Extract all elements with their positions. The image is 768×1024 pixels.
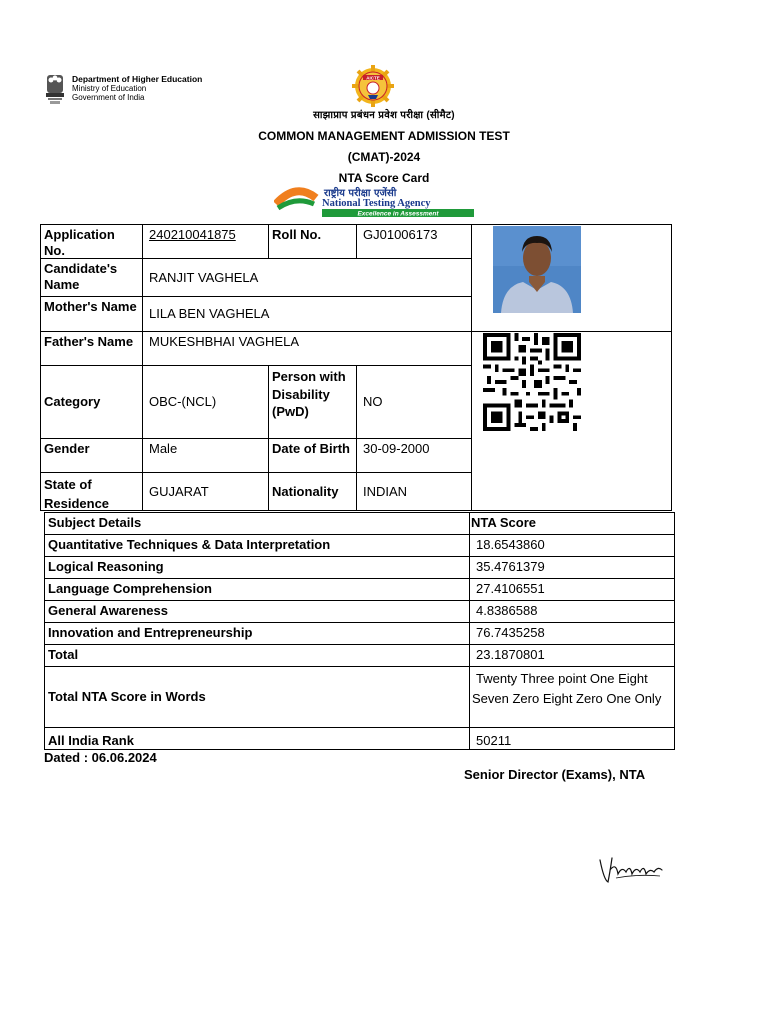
subject-row-2: Language Comprehension — [44, 578, 470, 601]
all-india-rank-label: All India Rank — [44, 727, 470, 750]
document-title: NTA Score Card — [338, 171, 430, 185]
mother-name-label: Mother's Name — [40, 296, 143, 332]
gender-value: Male — [142, 438, 269, 473]
qr-code-icon — [482, 333, 582, 431]
state-label: State of Residence — [40, 472, 143, 511]
signatory-title: Senior Director (Exams), NTA — [464, 767, 646, 782]
svg-text:राष्ट्रीय परीक्षा एजेंसी: राष्ट्रीय परीक्षा एजेंसी — [324, 188, 397, 199]
score-row-total: 23.1870801 — [469, 644, 675, 667]
roll-no-value: GJ01006173 — [356, 224, 472, 259]
score-row-1: 35.4761379 — [469, 556, 675, 579]
score-row-3: 4.8386588 — [469, 600, 675, 623]
subject-row-1: Logical Reasoning — [44, 556, 470, 579]
subject-header: Subject Details — [44, 512, 470, 535]
father-name-value: MUKESHBHAI VAGHELA — [142, 331, 472, 366]
score-words-value: Twenty Three point One Eight Seven Zero Eight Zero One Only — [469, 666, 675, 728]
score-row-4: 76.7435258 — [469, 622, 675, 645]
category-value: OBC-(NCL) — [142, 365, 269, 439]
pwd-label: Person with Disability (PwD) — [268, 365, 357, 439]
nationality-label: Nationality — [268, 472, 357, 511]
subject-row-3: General Awareness — [44, 600, 470, 623]
dob-label: Date of Birth — [268, 438, 357, 473]
gender-label: Gender — [40, 438, 143, 473]
father-name-label: Father's Name — [40, 331, 143, 366]
aicte-logo — [346, 65, 400, 107]
score-words-label: Total NTA Score in Words — [44, 666, 470, 728]
application-no-label: Application No. — [40, 224, 143, 259]
svg-text:AICTE: AICTE — [366, 75, 380, 81]
signature-image — [596, 852, 666, 886]
subject-row-0: Quantitative Techniques & Data Interpretation — [44, 534, 470, 557]
dob-value: 30-09-2000 — [356, 438, 472, 473]
application-no-value: 240210041875 — [142, 224, 269, 259]
exam-name: COMMON MANAGEMENT ADMISSION TEST — [258, 129, 510, 143]
hindi-exam-title: साझाप्राप प्रबंधन प्रवेश परीक्षा (सीमैट) — [313, 110, 455, 121]
score-header: NTA Score — [469, 512, 675, 535]
national-emblem-icon — [42, 72, 68, 106]
dated-text: Dated : 06.06.2024 — [44, 750, 157, 765]
nationality-value: INDIAN — [356, 472, 472, 511]
candidate-name-label: Candidate's Name — [40, 258, 143, 297]
candidate-photo — [493, 226, 581, 313]
subject-row-4: Innovation and Entrepreneurship — [44, 622, 470, 645]
subject-row-total: Total — [44, 644, 470, 667]
svg-text:National Testing Agency: National Testing Agency — [322, 198, 431, 209]
svg-text:Excellence in Assessment: Excellence in Assessment — [357, 210, 439, 218]
state-value: GUJARAT — [142, 472, 269, 511]
department-text: Department of Higher Education Ministry of Education Government of India — [72, 74, 203, 102]
mother-name-value: LILA BEN VAGHELA — [142, 296, 472, 332]
nta-logo — [274, 186, 476, 218]
exam-year: (CMAT)-2024 — [347, 150, 421, 164]
department-logo — [42, 72, 204, 108]
pwd-value: NO — [356, 365, 472, 439]
roll-no-label: Roll No. — [268, 224, 357, 259]
category-label: Category — [40, 365, 143, 439]
candidate-name-value: RANJIT VAGHELA — [142, 258, 472, 297]
score-row-0: 18.6543860 — [469, 534, 675, 557]
all-india-rank-value: 50211 — [469, 727, 675, 750]
score-row-2: 27.4106551 — [469, 578, 675, 601]
